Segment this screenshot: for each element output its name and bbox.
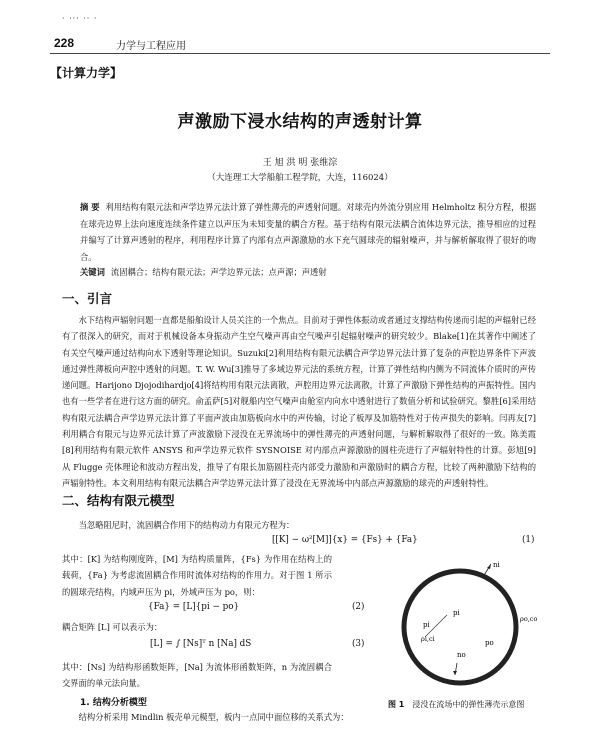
fem-intro-text: 当忽略阻尼时，流固耦合作用下的结构动力有限元方程为： [78, 520, 295, 530]
inner-normal-arrowhead [453, 671, 457, 675]
label-po: po [485, 639, 494, 647]
header-ornament: · ··· ·· · [62, 14, 98, 23]
figure-1-caption-text: 浸没在流场中的弹性薄壳示意图 [412, 700, 525, 709]
label-pi-interface: pi [453, 609, 460, 617]
section-heading-fem-model: 二、结构有限元模型 [62, 493, 175, 508]
subsection-heading-structure-analysis: 1. 结构分析模型 [80, 698, 147, 708]
affiliation: （大连理工大学船舶工程学院，大连，116024） [207, 173, 393, 183]
label-no: no [457, 651, 466, 659]
figure-1-label: 图 1 [388, 700, 405, 709]
figure-1-shell-diagram [385, 555, 545, 695]
keywords [80, 266, 536, 278]
section-heading-introduction: 一、引言 [62, 291, 113, 306]
keywords-label: 关键词 [80, 267, 105, 277]
abstract-text: 利用结构有限元法和声学边界元法计算了弹性薄壳的声透射问题。对球壳内外流分别应用 Helmholtz 积分方程，根据在球壳边界上法向速度连续条件建立以声压为未知变量的耦合方程。基于结构有限元法耦合流体边界元法，推导相应的过程并编写了计算声透射的程序，利用程序计算了内部有点声源激励的水下充气圆球壳的辐射噪声，并与解析解取得了很好的吻合。 [80, 202, 536, 262]
equation-3: [L] = ∫ [Ns]ᵀ n [Na] dS [150, 639, 252, 649]
fem-text-1: 其中：[K] 为结构刚度阵，[M] 为结构质量阵，{Fs} 为作用在结构上的载荷，{Fa} 为考虑流固耦合作用时流体对结构的作用力。对于图 1 所示的圆球壳结构，内域声压为 pi，外域声压为 po，则： [62, 554, 332, 597]
elastic-shell-circle [404, 571, 516, 683]
equation-3-number: (3) [352, 639, 365, 649]
keywords-text: 流固耦合；结构有限元法；声学边界元法；点声源；声透射 [110, 267, 327, 277]
journal-name: 力学与工程应用 [116, 41, 186, 52]
introduction-paragraph: 水下结构声辐射问题一直都是船舶设计人员关注的一个焦点。目前对于弹性体振动或者通过支撑结构传递而引起的声辐射已经有了很深入的研究，而对于机械设备本身振动产生空气噪声再由空气噪声引起辐射噪声的研究较少。Blake[1]在其著作中阐述了有关空气噪声通过结构向水下透射等理论知识。Suzuki[2]利用结构有限元法耦合声学边界元法计算了复杂的声腔边界条件下声波通过弹性薄板向声腔中透射的问题。T. W. Wu[3]推导了多域边界元法的系统方程，计算了弹性结构内侧为不同流体介质时的声传递问题。Harijono Djojodihardjo[4]将结构用有限元法离散，声腔用边界元法离散，计算了声激励下弹性结构的声振特性。国内也有一些学者在进行这方面的研究。俞孟萨[5]对舰船内空气噪声由舱室内向水中透射进行了数值分析和试验研究。黎胜[6]采用结构有限元法耦合声学边界元法计算了平面声波由加筋板向水中的声传输，讨论了板厚及加筋特性对于传声损失的影响。闫再友[7]利用耦合有限元与边界元法计算了声波激励下浸没在无界流场中的弹性薄壳的声透射问题，与解析解取得了很好的一致。陈美霞[8]利用结构有限元软件 ANSYS 和声学边界元软件 SYSNOISE 对内部点声源激励的圆柱壳进行了声辐射特性的计算。彭旭[9]从 Flugge 壳体理论和波动方程出发，推导了有限长加筋圆柱壳内部受力激励和声激励时的耦合方程，比较了两种激励下结构的声辐射特性。本文利用结构有限元法耦合声学边界元法计算了浸没在无界流场中内部点声源激励的球壳的声透射特性。 [62, 315, 536, 488]
label-ni: ni [493, 561, 500, 569]
abstract-label: 摘 要 [80, 202, 100, 212]
header-rule [50, 53, 550, 54]
paper-title: 声激励下浸水结构的声透射计算 [177, 112, 423, 132]
figure-1-caption [388, 699, 524, 710]
authors: 王 旭 洪 明 张维淙 [262, 158, 338, 168]
equation-2-number: (2) [352, 602, 365, 612]
label-pi-inner: pi [423, 621, 430, 629]
equation-1-number: (1) [522, 535, 535, 545]
outer-normal-arrowhead [487, 564, 491, 569]
abstract [80, 199, 536, 265]
equation-2: {Fa} = [L]{pi − po} [148, 602, 240, 612]
equation-1: [[K] − ω²[M]]{x} = {Fs} + {Fa} [272, 535, 418, 545]
label-rho-i-c-i: ρi,ci [421, 635, 435, 643]
label-rho-o-c-o: ρo,co [520, 615, 538, 623]
page-number: 228 [54, 36, 75, 50]
column-label: 【计算力学】 [50, 66, 123, 80]
fem-text-3: 其中：[Ns] 为结构形函数矩阵，[Na] 为流体形函数矩阵，n 为流固耦合交界面的单元法向量。 [62, 662, 332, 689]
fem-text-2: 耦合矩阵 [L] 可以表示为： [62, 622, 163, 632]
fem-text-4: 结构分析采用 Mindlin 板壳单元模型，板内一点同中面位移的关系式为： [78, 712, 349, 722]
